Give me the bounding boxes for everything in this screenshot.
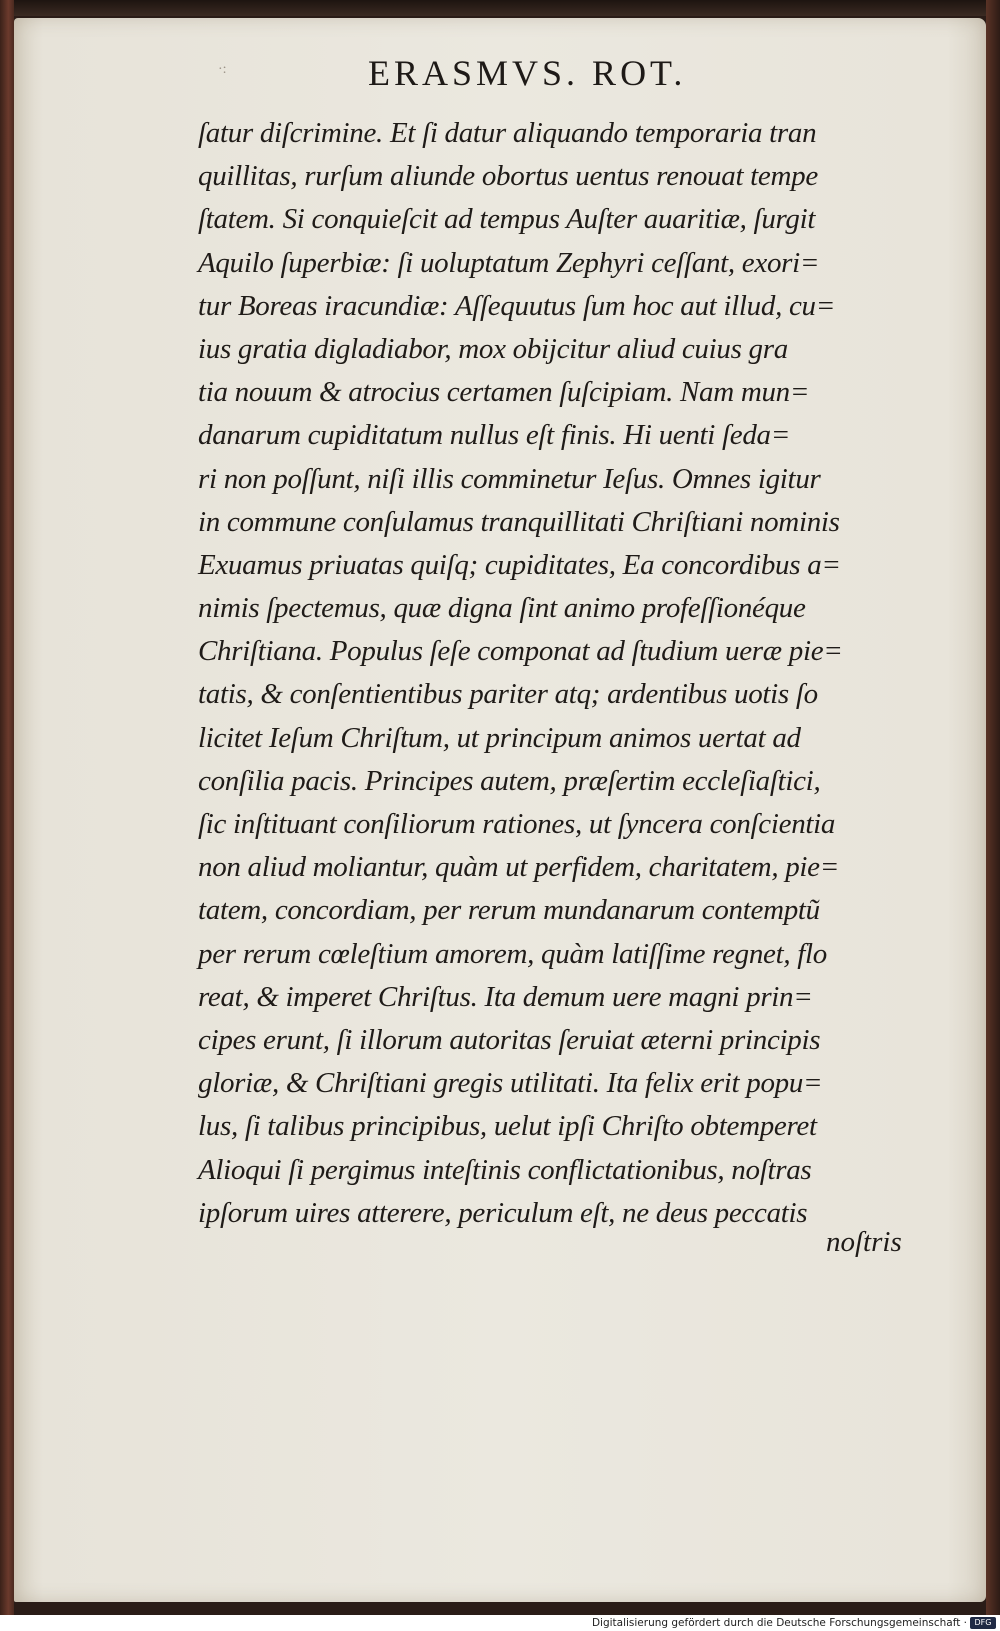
text-line: ri non poſſunt, niſi illis comminetur Ieſus. Omnes igitur xyxy=(198,462,821,495)
text-line: quillitas, rurſum aliunde obortus uentus renouat tempe xyxy=(198,160,818,193)
text-line: Aquilo ſuperbiæ: ſi uoluptatum Zephyri ceſſant, exori= xyxy=(198,246,820,279)
dfg-logo-icon: DFG xyxy=(970,1617,996,1629)
text-line: Chriſtiana. Populus ſeſe componat ad ſtudium ueræ pie= xyxy=(198,635,843,668)
text-line: ius gratia digladiabor, mox obijcitur aliud cuius gra xyxy=(198,332,788,365)
text-block xyxy=(198,112,898,1235)
text-line: in commune conſulamus tranquillitati Chriſtiani nominis xyxy=(198,505,840,538)
book-cover-right-edge xyxy=(986,0,1000,1615)
text-line: conſilia pacis. Principes autem, præſertim eccleſiaſtici, xyxy=(198,764,821,797)
text-line: ipſorum uires atterere, periculum eſt, ne deus peccatis xyxy=(198,1196,808,1229)
text-line: non aliud moliantur, quàm ut perfidem, charitatem, pie= xyxy=(198,851,840,884)
text-line: ſatur diſcrimine. Et ſi datur aliquando temporaria tran xyxy=(198,117,817,149)
running-header xyxy=(218,52,687,94)
book-cover-top-edge xyxy=(0,0,1000,16)
text-line: Exuamus priuatas quiſq; cupiditates, Ea concordibus a= xyxy=(198,548,841,581)
running-title: ERASMVS. ROT. xyxy=(368,53,687,93)
text-line: danarum cupiditatum nullus eſt finis. Hi uenti ſeda= xyxy=(198,419,790,452)
folio-mark: ·: xyxy=(218,62,227,77)
text-line: lus, ſi talibus principibus, uelut ipſi Chriſto obtemperet xyxy=(198,1110,817,1143)
text-line: ſtatem. Si conquieſcit ad tempus Auſter auaritiæ, ſurgit xyxy=(198,203,816,236)
text-line: gloriæ, & Chriſtiani gregis utilitati. Ita felix erit popu= xyxy=(198,1067,823,1100)
text-line: tatem, concordiam, per rerum mundanarum contemptũ xyxy=(198,894,820,927)
book-cover-left-edge xyxy=(0,0,14,1615)
text-line: reat, & imperet Chriſtus. Ita demum uere magni prin= xyxy=(198,980,813,1013)
text-line: licitet Ieſum Chriſtum, ut principum animos uertat ad xyxy=(198,721,801,754)
text-line: Alioqui ſi pergimus inteſtinis conflictationibus, noſtras xyxy=(198,1153,812,1186)
text-line: tatis, & conſentientibus pariter atq; ardentibus uotis ſo xyxy=(198,678,818,711)
text-line: tia nouum & atrocius certamen ſuſcipiam. Nam mun= xyxy=(198,376,810,409)
text-line: nimis ſpectemus, quæ digna ſint animo profeſſionéque xyxy=(198,592,806,625)
text-line: tur Boreas iracundiæ: Aſſequutus ſum hoc aut illud, cu= xyxy=(198,289,836,322)
footer-credit: Digitalisierung gefördert durch die Deutsche Forschungsgemeinschaft · xyxy=(591,1617,967,1629)
catchword: noſtris xyxy=(826,1226,902,1258)
digitization-footer xyxy=(0,1615,1000,1631)
text-line: cipes erunt, ſi illorum autoritas ſeruiat æterni principis xyxy=(198,1023,821,1056)
text-line: ſic inſtituant conſiliorum rationes, ut ſyncera conſcientia xyxy=(198,808,836,840)
text-line: per rerum cœleſtium amorem, quàm latiſſime regnet, flo xyxy=(198,937,827,970)
